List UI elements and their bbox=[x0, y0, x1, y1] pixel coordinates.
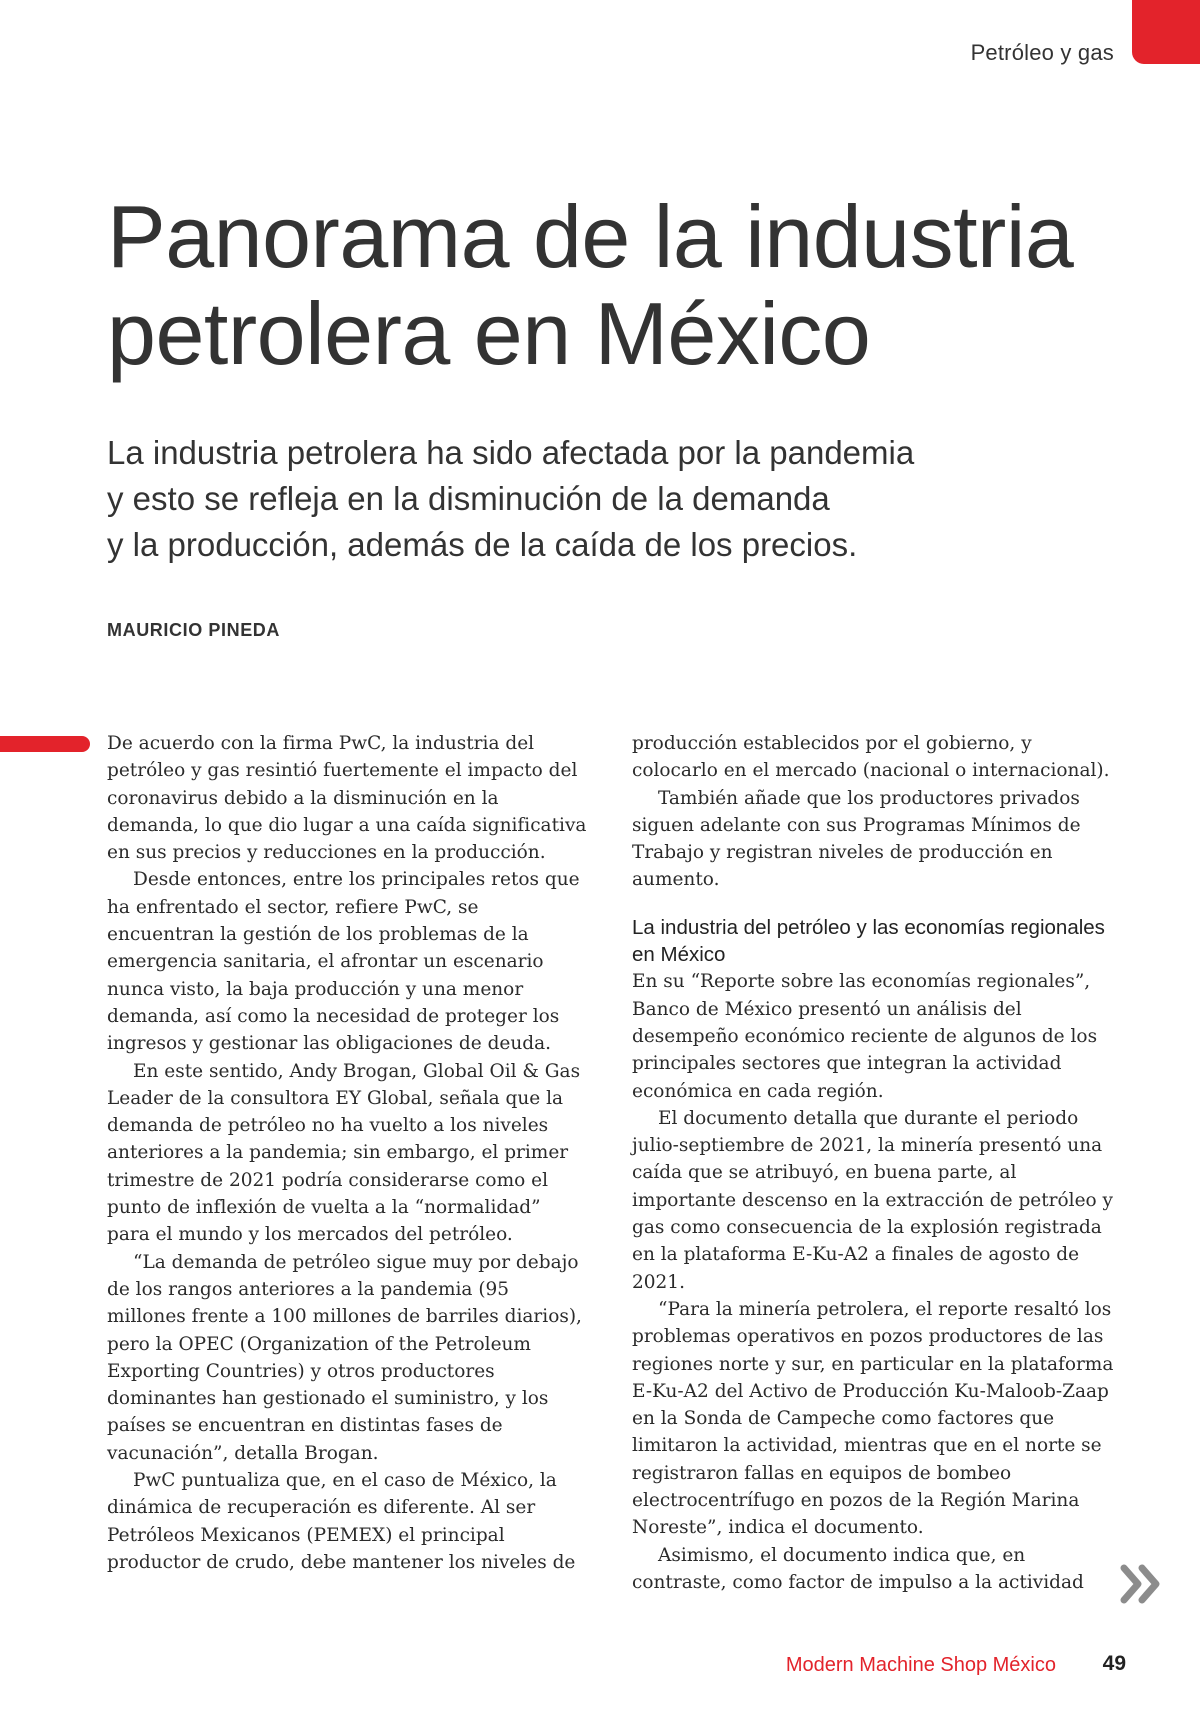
body-paragraph: También añade que los productores privados siguen adelante con sus Programas Mínimos de Trabajo y registran niveles de producción en aumento. bbox=[632, 787, 1081, 891]
body-start-marker bbox=[0, 736, 90, 752]
body-paragraph: producción establecidos por el gobierno, y colocarlo en el mercado (nacional o internacional). bbox=[632, 733, 1110, 782]
body-paragraph: PwC puntualiza que, en el caso de México, la dinámica de recuperación es diferente. Al ser Petróleos Mexicanos (PEMEX) el principal productor de crudo, debe mantener los niveles de bbox=[107, 1470, 576, 1573]
body-column-right bbox=[632, 730, 1114, 1596]
body-paragraph: Asimismo, el documento indica que, en contraste, como factor de impulso a la actividad bbox=[632, 1544, 1084, 1593]
body-paragraph: “La demanda de petróleo sigue muy por debajo de los rangos anteriores a la pandemia (95 millones frente a 100 millones de barriles diarios), pero la OPEC (Organization of the Petroleum Exporting Countries) y otros productores dominantes han gestionado el suministro, y los países se encuentran en distintas fases de vacunación”, detalla Brogan. bbox=[107, 1251, 582, 1464]
article-author: MAURICIO PINEDA bbox=[107, 620, 281, 640]
section-corner-tab bbox=[1132, 0, 1200, 64]
body-paragraph: “Para la minería petrolera, el reporte resaltó los problemas operativos en pozos productores de las regiones norte y sur, en particular en la plataforma E-Ku-A2 del Activo de Producción Ku-Maloob-Zaap en la Sonda de Campeche como factores que limitaron la actividad, mientras que en el norte se registraron fallas en equipos de bombeo electrocentrífugo en pozos de la Región Marina Noreste”, indica el documento. bbox=[632, 1298, 1114, 1539]
double-chevron-right-icon[interactable] bbox=[1118, 1562, 1166, 1606]
body-paragraph: Desde entonces, entre los principales retos que ha enfrentado el sector, refiere PwC, se encuentran la gestión de los problemas de la emergencia sanitaria, el afrontar un escenario nunca visto, la baja producción y una menor demanda, así como la necesidad de proteger los ingresos y gestionar las obligaciones de deuda. bbox=[107, 869, 580, 1055]
section-heading: La industria del petróleo y las economías regionales en México bbox=[632, 915, 1105, 967]
body-paragraph: En este sentido, Andy Brogan, Global Oil & Gas Leader de la consultora EY Global, señala que la demanda de petróleo no ha vuelto a los niveles anteriores a la pandemia; sin embargo, el primer trimestre de 2021 podría considerarse como el punto de inflexión de vuelta a la “normalidad” para el mundo y los mercados del petróleo. bbox=[107, 1060, 581, 1246]
body-paragraph: En su “Reporte sobre las economías regionales”, Banco de México presentó un análisis del desempeño económico reciente de algunos de los principales sectores que integran la actividad económica en cada región. bbox=[632, 971, 1098, 1102]
section-label: Petróleo y gas bbox=[970, 40, 1114, 65]
body-column-left bbox=[107, 730, 589, 1576]
article-title: Panorama de la industria petrolera en México bbox=[107, 187, 1074, 383]
body-paragraph: El documento detalla que durante el periodo julio-septiembre de 2021, la minería presentó una caída que se atribuyó, en buena parte, al importante descenso en la extracción de petróleo y gas como consecuencia de la explosión registrada en la plataforma E-Ku-A2 a finales de agosto de 2021. bbox=[632, 1107, 1113, 1293]
body-paragraph: De acuerdo con la firma PwC, la industria del petróleo y gas resintió fuertemente el impacto del coronavirus debido a la disminución en la demanda, lo que dio lugar a una caída significativa en sus precios y reducciones en la producción. bbox=[107, 733, 587, 864]
footer-publication: Modern Machine Shop México bbox=[785, 1654, 1056, 1676]
article-subtitle: La industria petrolera ha sido afectada por la pandemia y esto se refleja en la disminución de la demanda y la producción, además de la caída de los precios. bbox=[107, 434, 915, 563]
page-number: 49 bbox=[1102, 1652, 1126, 1675]
